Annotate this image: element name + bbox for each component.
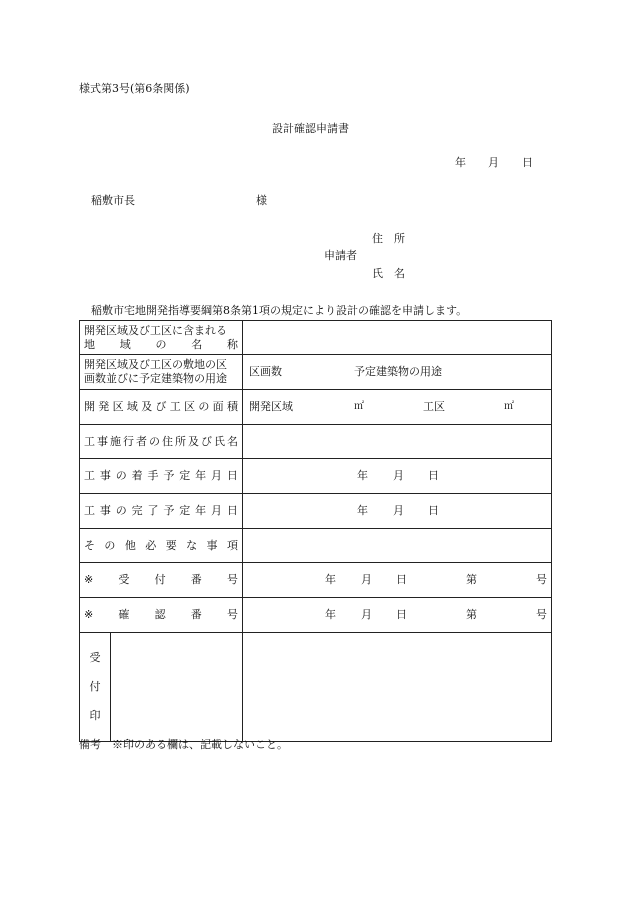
start-date-label: 工 事 の 着 手 予 定 年 月 日 bbox=[80, 459, 243, 494]
completion-date-label: 工 事 の 完 了 予 定 年 月 日 bbox=[80, 494, 243, 529]
application-statement: 稲敷市宅地開発指導要綱第8条第1項の規定により設計の確認を申請します。 bbox=[91, 304, 468, 317]
table-row bbox=[80, 321, 552, 355]
table-row bbox=[80, 425, 552, 459]
date-month-label: 月 bbox=[488, 156, 499, 169]
other-items-label: そ の 他 必 要 な 事 項 bbox=[80, 529, 243, 563]
table-row bbox=[80, 563, 552, 598]
applicant-label: 申請者 bbox=[324, 249, 357, 262]
date-year-label: 年 bbox=[455, 156, 466, 169]
district-name-field[interactable] bbox=[243, 321, 552, 355]
table-row bbox=[80, 529, 552, 563]
confirmation-number-label: ※ 確 認 番 号 bbox=[80, 598, 243, 633]
other-items-field[interactable] bbox=[243, 529, 552, 563]
address-label: 住 所 bbox=[372, 232, 405, 245]
area-label: 開 発 区 域 及 び 工 区 の 面 積 bbox=[80, 390, 243, 425]
form-title: 設計確認申請書 bbox=[272, 122, 349, 135]
table-row bbox=[80, 494, 552, 529]
addressee: 稲敷市長 bbox=[91, 194, 135, 207]
lots-and-use-label: 開発区域及び工区の敷地の区 画数並びに予定建築物の用途 bbox=[80, 355, 243, 390]
note: 備考 ※印のある欄は、記載しないこと。 bbox=[79, 738, 288, 751]
lots-and-use-field[interactable]: 区画数 予定建築物の用途 bbox=[243, 355, 552, 390]
application-form-table bbox=[79, 320, 552, 742]
contractor-field[interactable] bbox=[243, 425, 552, 459]
table-row bbox=[80, 355, 552, 390]
district-name-label: 開発区域及び工区に含まれる 地 域 の 名 称 bbox=[80, 321, 243, 355]
reception-stamp-box bbox=[80, 633, 243, 742]
table-row bbox=[80, 390, 552, 425]
table-row bbox=[80, 633, 552, 742]
honorific: 様 bbox=[256, 194, 267, 207]
stamp-area bbox=[111, 633, 242, 741]
receipt-number-field: 年 月 日 第 号 bbox=[243, 563, 552, 598]
form-number: 様式第3号(第6条関係) bbox=[79, 82, 190, 95]
name-label: 氏 名 bbox=[372, 267, 405, 280]
receipt-number-label: ※ 受 付 番 号 bbox=[80, 563, 243, 598]
start-date-field[interactable]: 年 月 日 bbox=[243, 459, 552, 494]
remarks-area bbox=[243, 633, 552, 742]
table-row bbox=[80, 598, 552, 633]
completion-date-field[interactable]: 年 月 日 bbox=[243, 494, 552, 529]
table-row bbox=[80, 459, 552, 494]
reception-stamp-label: 受 付 印 bbox=[80, 633, 111, 741]
date-day-label: 日 bbox=[522, 156, 533, 169]
contractor-label: 工 事 施 行 者 の 住 所 及 び 氏 名 bbox=[80, 425, 243, 459]
confirmation-number-field: 年 月 日 第 号 bbox=[243, 598, 552, 633]
area-field[interactable]: 開発区域 ㎡ 工区 ㎡ bbox=[243, 390, 552, 425]
